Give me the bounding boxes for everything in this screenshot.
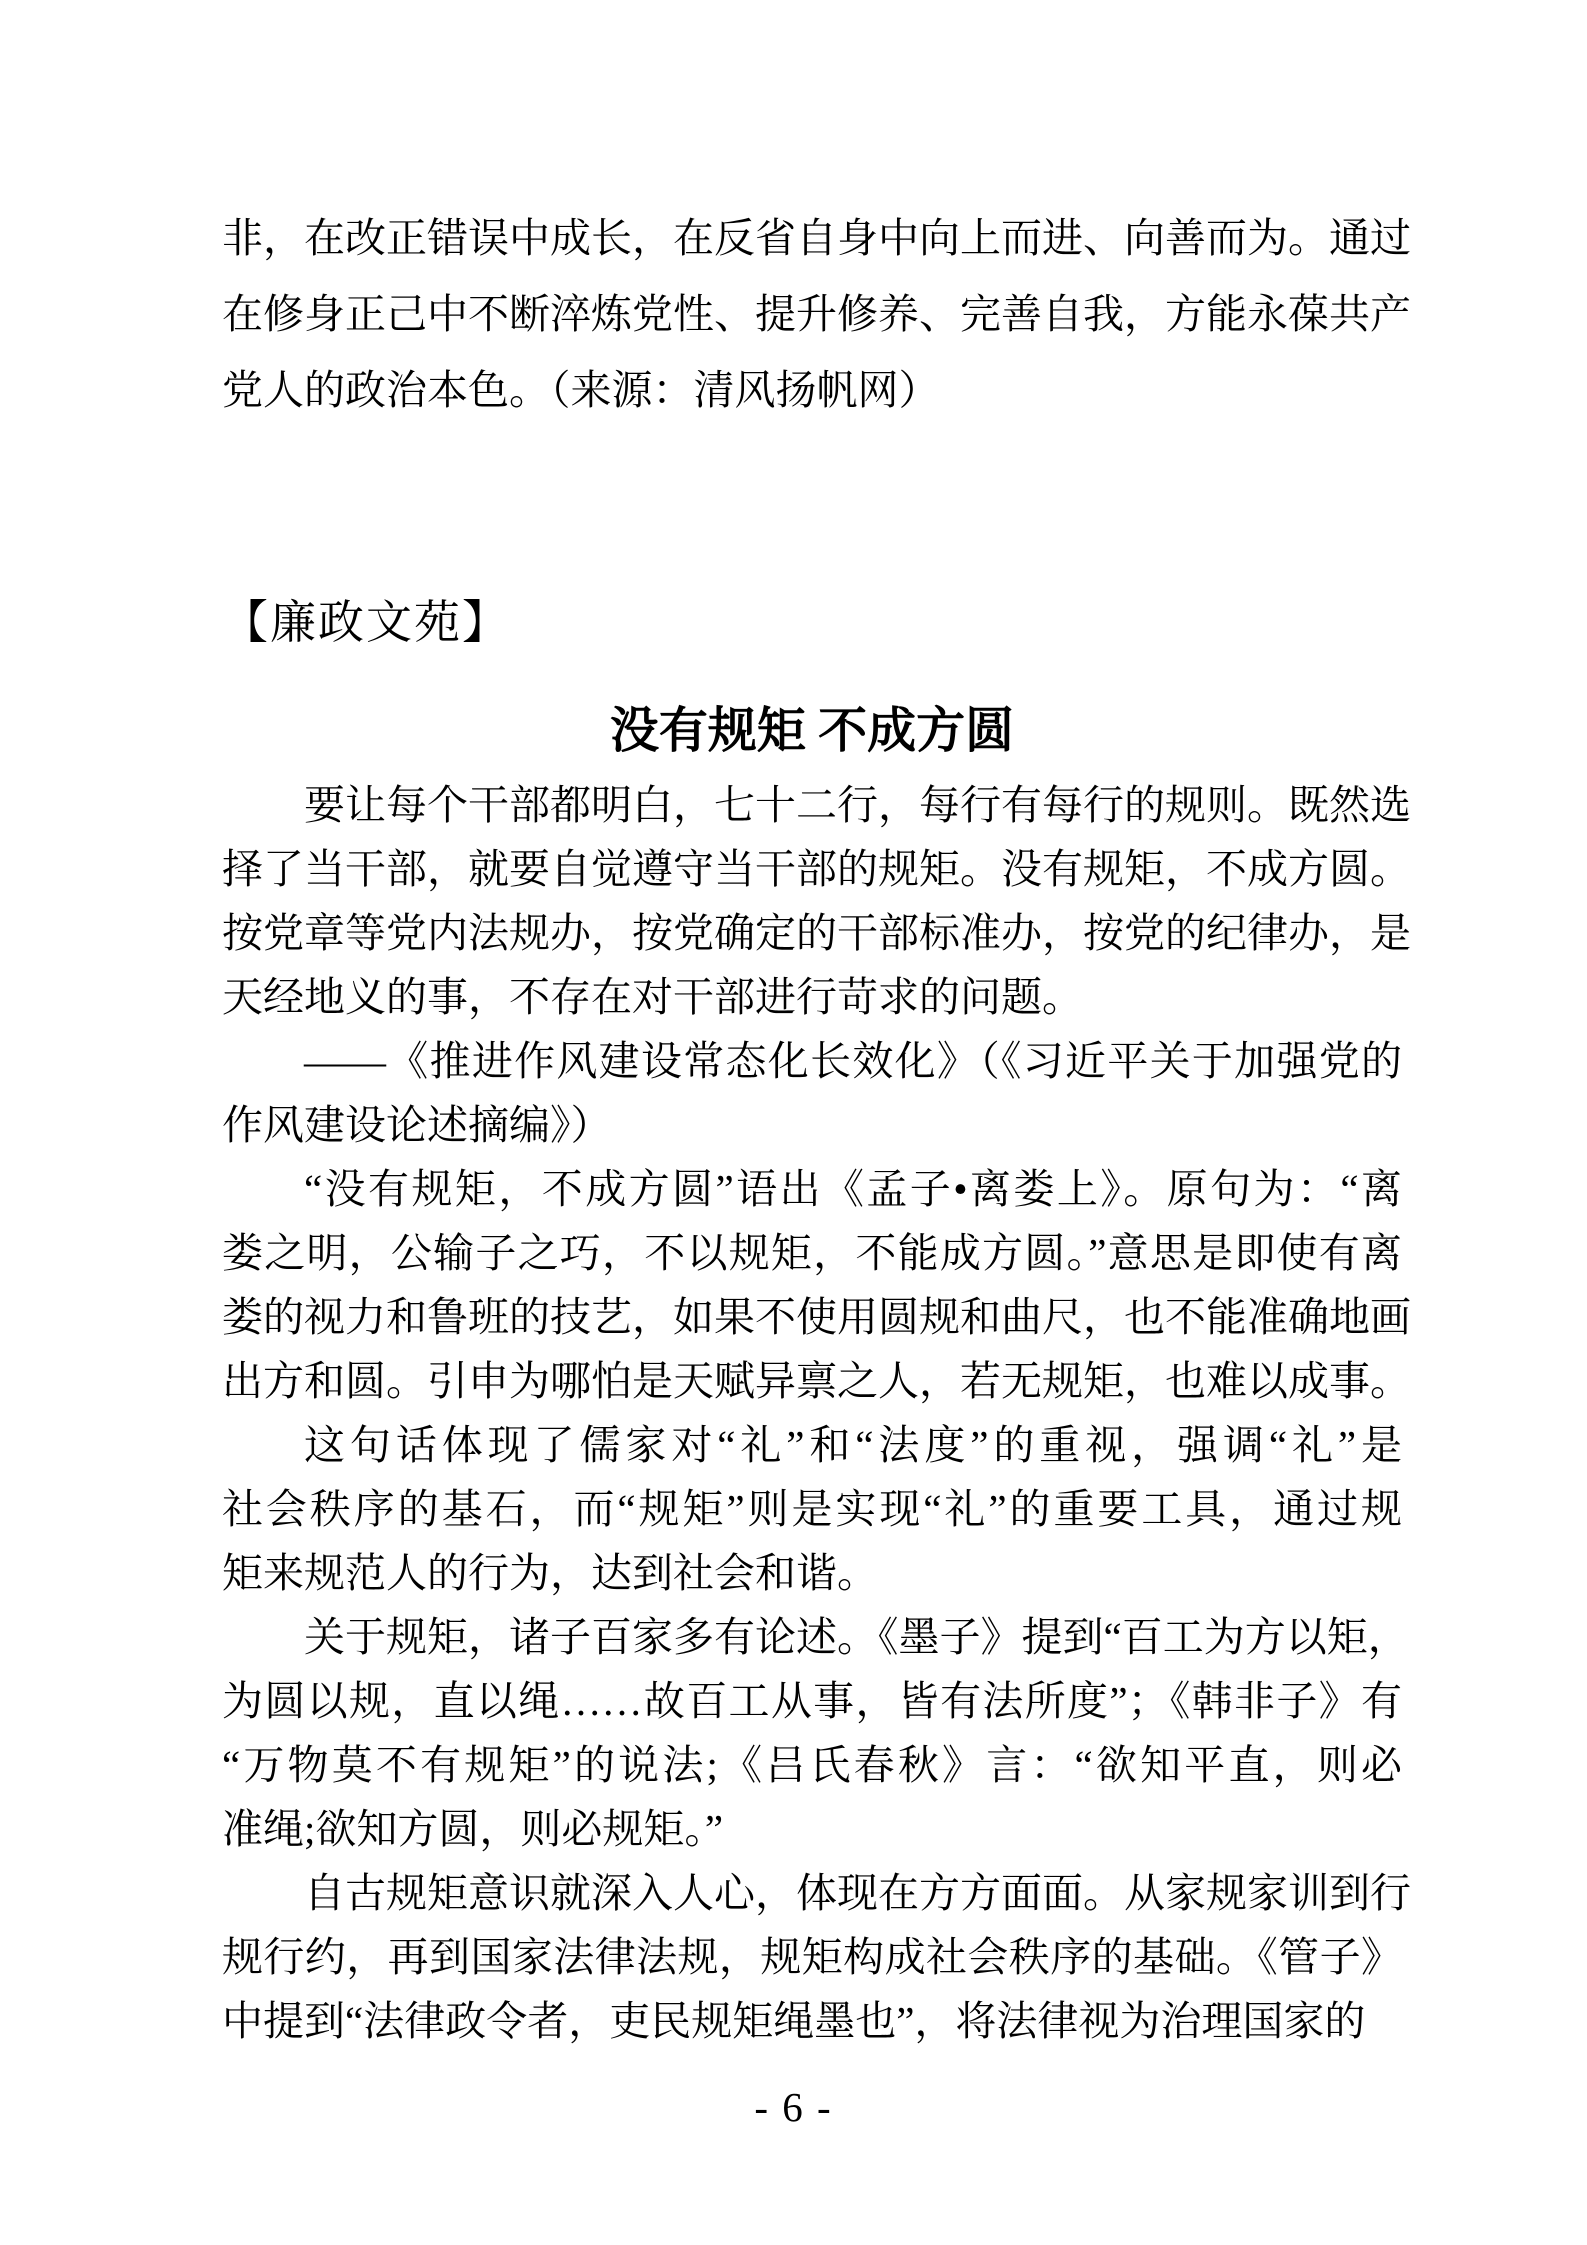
- text-line: 为圆以规，直以绳……故百工从事，皆有法所度”；《韩非子》有: [222, 1678, 1402, 1724]
- text-line: 这句话体现了儒家对“礼”和“法度”的重视，强调“礼”是: [304, 1422, 1402, 1468]
- article-title: 没有规矩 不成方圆: [609, 703, 1015, 758]
- section-header: 【廉政文苑】: [222, 596, 510, 648]
- text-line: 党人的政治本色。（来源：清风扬帆网）: [222, 367, 940, 413]
- page-number: - 6 -: [754, 2084, 833, 2130]
- text-line: “万物莫不有规矩”的说法;《吕氏春秋》言：“欲知平直，则必: [222, 1742, 1402, 1788]
- text-line: 非，在改正错误中成长，在反省自身中向上而进、向善而为。通过: [222, 215, 1411, 261]
- text-line: 作风建设论述摘编》）: [222, 1102, 612, 1148]
- text-line: 按党章等党内法规办，按党确定的干部标准办，按党的纪律办，是: [222, 910, 1411, 956]
- text-line: 娄之明，公输子之巧，不以规矩，不能成方圆。”意思是即使有离: [222, 1230, 1402, 1276]
- text-line: 矩来规范人的行为，达到社会和谐。: [222, 1550, 878, 1596]
- text-line: 天经地义的事，不存在对干部进行苛求的问题。: [222, 974, 1083, 1020]
- text-line: 在修身正己中不断淬炼党性、提升修养、完善自我，方能永葆共产: [222, 291, 1411, 337]
- text-line: 规行约，再到国家法律法规，规矩构成社会秩序的基础。《管子》: [222, 1934, 1402, 1980]
- text-line: ——《推进作风建设常态化长效化》（《习近平关于加强党的: [304, 1038, 1402, 1084]
- text-line: 社会秩序的基石，而“规矩”则是实现“礼”的重要工具，通过规: [222, 1486, 1402, 1532]
- text-line: 娄的视力和鲁班的技艺，如果不使用圆规和曲尺，也不能准确地画: [222, 1294, 1411, 1340]
- article-body: [222, 773, 1411, 2053]
- text-line: 择了当干部，就要自觉遵守当干部的规矩。没有规矩，不成方圆。: [222, 846, 1411, 892]
- text-line: 关于规矩，诸子百家多有论述。《墨子》提到“百工为方以矩，: [304, 1614, 1409, 1660]
- text-line: 自古规矩意识就深入人心，体现在方方面面。从家规家训到行: [304, 1870, 1411, 1916]
- text-line: 要让每个干部都明白，七十二行，每行有每行的规则。既然选: [304, 782, 1411, 828]
- intro-paragraph: [222, 200, 1411, 428]
- text-line: 准绳;欲知方圆，则必规矩。”: [222, 1806, 724, 1852]
- text-line: 出方和圆。引申为哪怕是天赋异禀之人，若无规矩，也难以成事。: [222, 1358, 1411, 1404]
- text-line: “没有规矩，不成方圆”语出《孟子•离娄上》。原句为：“离: [304, 1166, 1402, 1212]
- text-line: 中提到“法律政令者，吏民规矩绳墨也”，将法律视为治理国家的: [222, 1998, 1366, 2044]
